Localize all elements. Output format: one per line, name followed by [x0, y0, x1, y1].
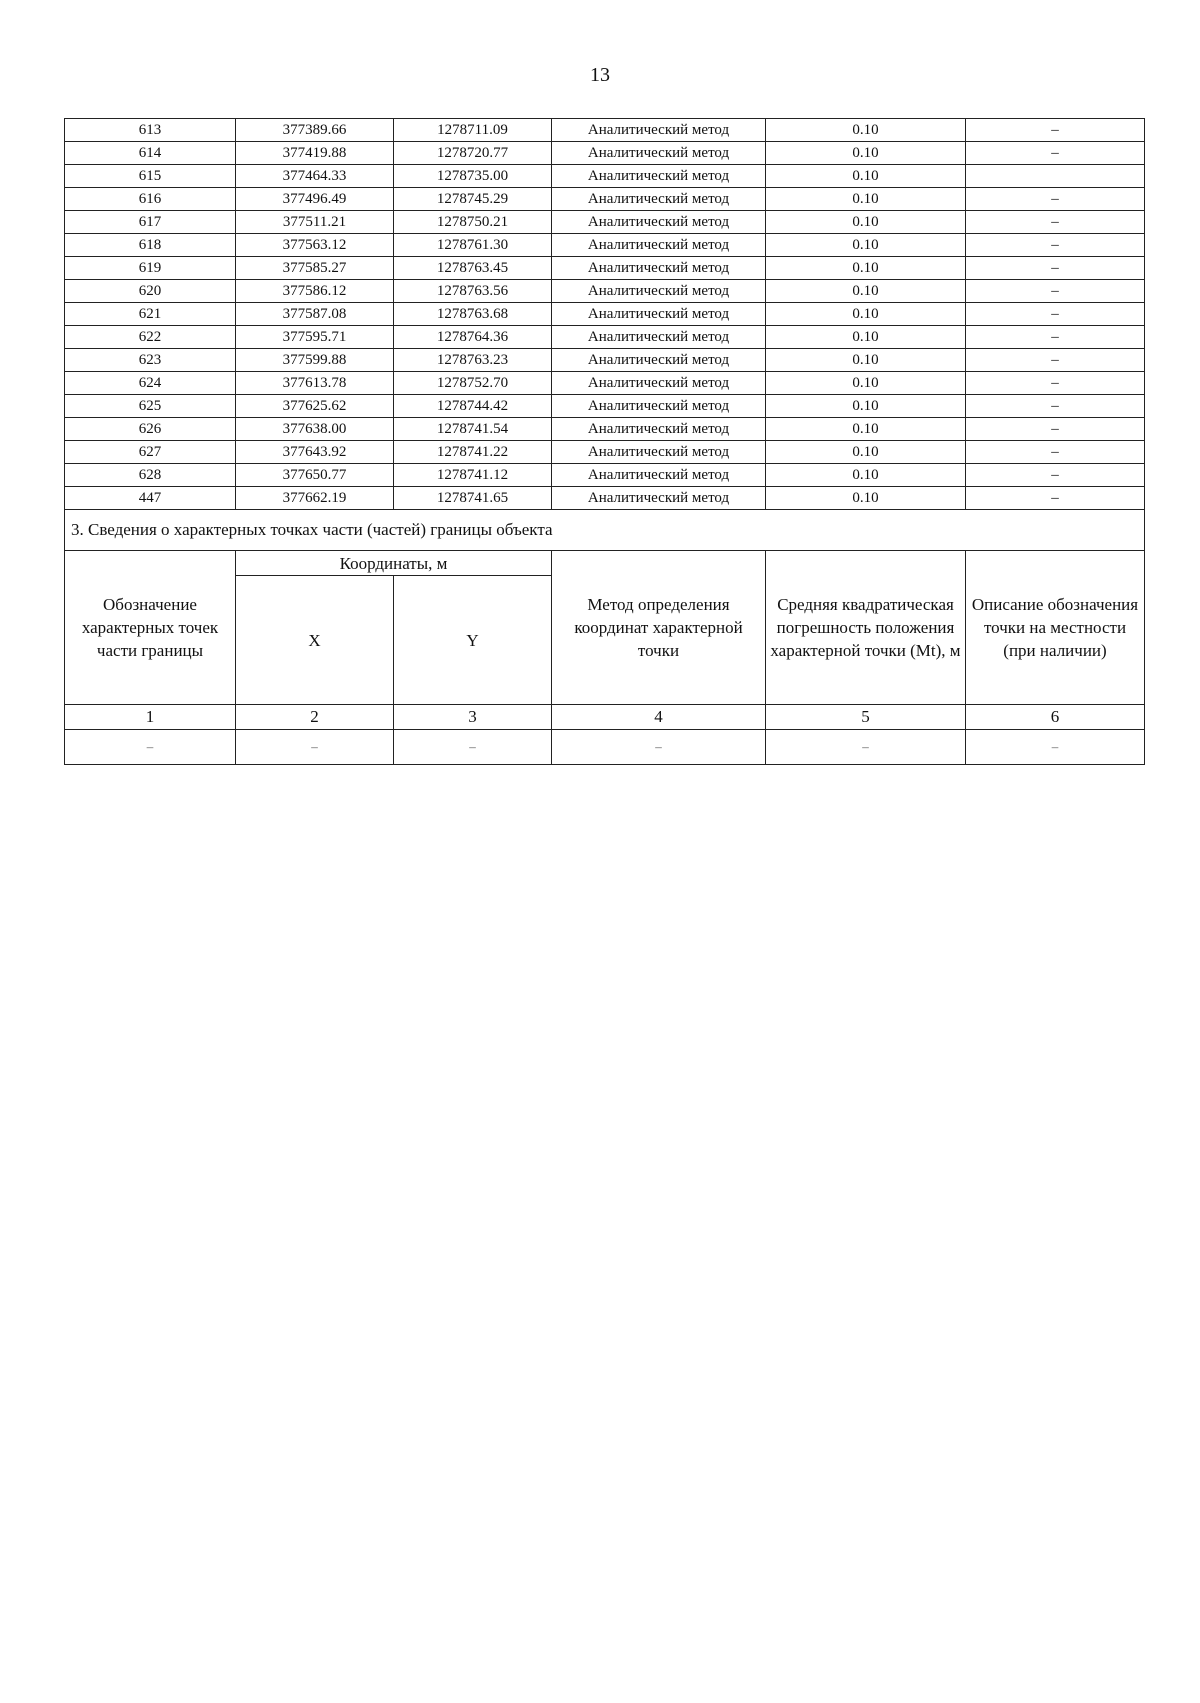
y-coordinate-cell: 1278741.65	[394, 487, 552, 510]
table-row	[65, 165, 1145, 188]
column-number: 5	[766, 705, 966, 730]
error-cell: 0.10	[766, 165, 966, 188]
point-number-cell: 447	[65, 487, 236, 510]
point-number-cell: 621	[65, 303, 236, 326]
header-coordinates: Координаты, м	[236, 551, 552, 576]
description-cell: –	[966, 418, 1145, 441]
method-cell: Аналитический метод	[552, 119, 766, 142]
x-coordinate-cell: 377643.92	[236, 441, 394, 464]
description-cell: –	[966, 487, 1145, 510]
point-number-cell: 624	[65, 372, 236, 395]
point-number-cell: 626	[65, 418, 236, 441]
y-coordinate-cell: 1278763.68	[394, 303, 552, 326]
description-cell: –	[966, 372, 1145, 395]
error-cell: 0.10	[766, 464, 966, 487]
error-cell: 0.10	[766, 418, 966, 441]
point-number-cell: 616	[65, 188, 236, 211]
method-cell: Аналитический метод	[552, 257, 766, 280]
description-cell: –	[966, 188, 1145, 211]
x-coordinate-cell: 377587.08	[236, 303, 394, 326]
method-cell: Аналитический метод	[552, 349, 766, 372]
y-coordinate-cell: 1278741.54	[394, 418, 552, 441]
empty-cell: –	[394, 730, 552, 765]
empty-cell: –	[766, 730, 966, 765]
point-number-cell: 623	[65, 349, 236, 372]
error-cell: 0.10	[766, 487, 966, 510]
column-number: 1	[65, 705, 236, 730]
description-cell: –	[966, 395, 1145, 418]
point-number-cell: 622	[65, 326, 236, 349]
description-cell: –	[966, 464, 1145, 487]
error-cell: 0.10	[766, 326, 966, 349]
point-number-cell: 613	[65, 119, 236, 142]
method-cell: Аналитический метод	[552, 142, 766, 165]
error-cell: 0.10	[766, 349, 966, 372]
point-number-cell: 617	[65, 211, 236, 234]
error-cell: 0.10	[766, 303, 966, 326]
method-cell: Аналитический метод	[552, 395, 766, 418]
y-coordinate-cell: 1278720.77	[394, 142, 552, 165]
table-row	[65, 349, 1145, 372]
column-number-row	[65, 705, 1145, 730]
table-row	[65, 326, 1145, 349]
method-cell: Аналитический метод	[552, 326, 766, 349]
y-coordinate-cell: 1278744.42	[394, 395, 552, 418]
x-coordinate-cell: 377585.27	[236, 257, 394, 280]
point-number-cell: 618	[65, 234, 236, 257]
y-coordinate-cell: 1278763.56	[394, 280, 552, 303]
header-x: X	[236, 576, 394, 705]
section-3-row	[65, 510, 1145, 551]
table-row	[65, 395, 1145, 418]
description-cell: –	[966, 119, 1145, 142]
coordinates-table	[64, 118, 1145, 765]
table-row	[65, 234, 1145, 257]
y-coordinate-cell: 1278745.29	[394, 188, 552, 211]
table-row	[65, 280, 1145, 303]
method-cell: Аналитический метод	[552, 211, 766, 234]
description-cell	[966, 165, 1145, 188]
point-number-cell: 625	[65, 395, 236, 418]
y-coordinate-cell: 1278735.00	[394, 165, 552, 188]
description-cell: –	[966, 211, 1145, 234]
method-cell: Аналитический метод	[552, 188, 766, 211]
empty-cell: –	[966, 730, 1145, 765]
y-coordinate-cell: 1278763.45	[394, 257, 552, 280]
method-cell: Аналитический метод	[552, 441, 766, 464]
x-coordinate-cell: 377511.21	[236, 211, 394, 234]
x-coordinate-cell: 377586.12	[236, 280, 394, 303]
method-cell: Аналитический метод	[552, 234, 766, 257]
y-coordinate-cell: 1278761.30	[394, 234, 552, 257]
table-row	[65, 188, 1145, 211]
description-cell: –	[966, 303, 1145, 326]
table-row	[65, 372, 1145, 395]
method-cell: Аналитический метод	[552, 487, 766, 510]
error-cell: 0.10	[766, 211, 966, 234]
error-cell: 0.10	[766, 441, 966, 464]
method-cell: Аналитический метод	[552, 280, 766, 303]
x-coordinate-cell: 377464.33	[236, 165, 394, 188]
method-cell: Аналитический метод	[552, 418, 766, 441]
column-number: 4	[552, 705, 766, 730]
header-y: Y	[394, 576, 552, 705]
x-coordinate-cell: 377496.49	[236, 188, 394, 211]
method-cell: Аналитический метод	[552, 464, 766, 487]
description-cell: –	[966, 234, 1145, 257]
point-number-cell: 620	[65, 280, 236, 303]
error-cell: 0.10	[766, 188, 966, 211]
x-coordinate-cell: 377613.78	[236, 372, 394, 395]
error-cell: 0.10	[766, 234, 966, 257]
error-cell: 0.10	[766, 119, 966, 142]
empty-data-row	[65, 730, 1145, 765]
method-cell: Аналитический метод	[552, 372, 766, 395]
point-number-cell: 628	[65, 464, 236, 487]
empty-cell: –	[552, 730, 766, 765]
column-number: 2	[236, 705, 394, 730]
y-coordinate-cell: 1278741.22	[394, 441, 552, 464]
table-row	[65, 487, 1145, 510]
header-designation: Обозначение характерных точек части границы	[65, 551, 236, 705]
page-number: 13	[590, 64, 610, 86]
column-number: 3	[394, 705, 552, 730]
table-row	[65, 119, 1145, 142]
y-coordinate-cell: 1278750.21	[394, 211, 552, 234]
y-coordinate-cell: 1278711.09	[394, 119, 552, 142]
x-coordinate-cell: 377662.19	[236, 487, 394, 510]
x-coordinate-cell: 377563.12	[236, 234, 394, 257]
empty-cell: –	[65, 730, 236, 765]
method-cell: Аналитический метод	[552, 303, 766, 326]
y-coordinate-cell: 1278764.36	[394, 326, 552, 349]
table-row	[65, 418, 1145, 441]
error-cell: 0.10	[766, 395, 966, 418]
error-cell: 0.10	[766, 280, 966, 303]
column-number: 6	[966, 705, 1145, 730]
table-row	[65, 257, 1145, 280]
description-cell: –	[966, 142, 1145, 165]
empty-cell: –	[236, 730, 394, 765]
x-coordinate-cell: 377638.00	[236, 418, 394, 441]
point-number-cell: 614	[65, 142, 236, 165]
header-method: Метод определения координат характерной точки	[552, 551, 766, 705]
y-coordinate-cell: 1278752.70	[394, 372, 552, 395]
x-coordinate-cell: 377650.77	[236, 464, 394, 487]
points-table-body	[65, 119, 1145, 510]
description-cell: –	[966, 349, 1145, 372]
point-number-cell: 619	[65, 257, 236, 280]
x-coordinate-cell: 377625.62	[236, 395, 394, 418]
description-cell: –	[966, 280, 1145, 303]
table-row	[65, 303, 1145, 326]
point-number-cell: 627	[65, 441, 236, 464]
description-cell: –	[966, 326, 1145, 349]
x-coordinate-cell: 377599.88	[236, 349, 394, 372]
error-cell: 0.10	[766, 142, 966, 165]
header-error: Средняя квадратическая погрешность положения характерной точки (Mt), м	[766, 551, 966, 705]
error-cell: 0.10	[766, 372, 966, 395]
table-row	[65, 211, 1145, 234]
header-row	[65, 551, 1145, 576]
section-3-title: 3. Сведения о характерных точках части (частей) границы объекта	[65, 510, 1145, 551]
description-cell: –	[966, 441, 1145, 464]
y-coordinate-cell: 1278741.12	[394, 464, 552, 487]
table-row	[65, 142, 1145, 165]
description-cell: –	[966, 257, 1145, 280]
table-row	[65, 464, 1145, 487]
x-coordinate-cell: 377389.66	[236, 119, 394, 142]
y-coordinate-cell: 1278763.23	[394, 349, 552, 372]
x-coordinate-cell: 377595.71	[236, 326, 394, 349]
header-description: Описание обозначения точки на местности (при наличии)	[966, 551, 1145, 705]
method-cell: Аналитический метод	[552, 165, 766, 188]
error-cell: 0.10	[766, 257, 966, 280]
table-row	[65, 441, 1145, 464]
point-number-cell: 615	[65, 165, 236, 188]
x-coordinate-cell: 377419.88	[236, 142, 394, 165]
